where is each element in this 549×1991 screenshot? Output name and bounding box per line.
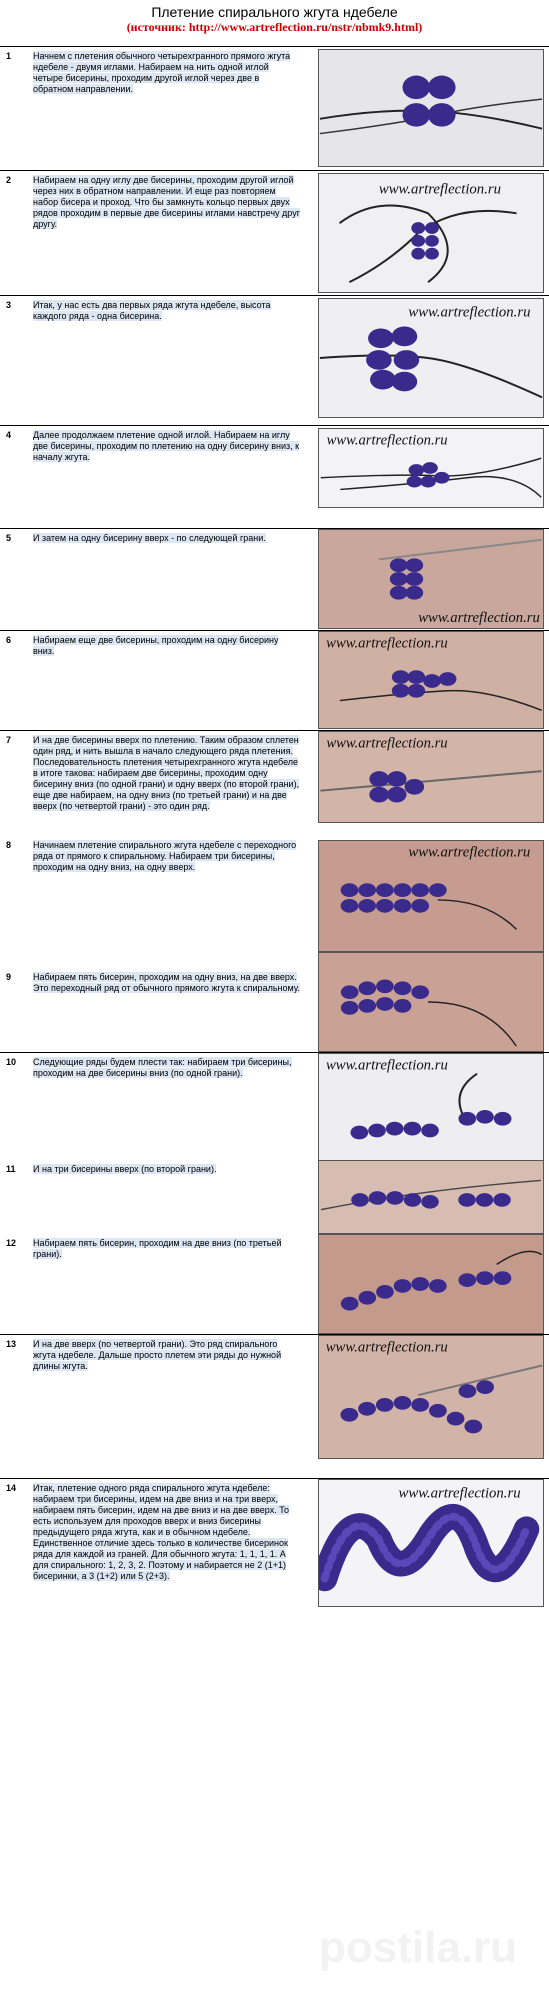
step-number: 10 [6, 1057, 17, 1067]
step-number: 2 [6, 175, 12, 185]
step-row [0, 630, 549, 731]
watermark: www.artreflection.ru [418, 610, 540, 627]
step-photo [318, 1335, 544, 1459]
step-text: И затем на одну бисерину вверх - по следующей грани. [33, 533, 266, 543]
step-number: 4 [6, 430, 12, 440]
step-text: Начинаем плетение спирального жгута ндебеле с переходного ряда от прямого к спиральному. Набираем три бисерины, проходим на одну вниз, на одну вверх. [33, 840, 297, 872]
step-photo [318, 298, 544, 418]
step-row [0, 730, 549, 841]
step-text: Далее продолжаем плетение одной иглой. Набираем на иглу две бисерины, проходим по плетению на одну бисерину вниз, к началу жгута. [33, 430, 300, 462]
step-number: 3 [6, 300, 12, 310]
watermark: www.artreflection.ru [326, 432, 448, 449]
step-row [0, 1052, 549, 1161]
watermark: www.artreflection.ru [325, 1057, 448, 1074]
step-photo [318, 1234, 544, 1334]
watermark: www.artreflection.ru [408, 844, 531, 861]
watermark: www.artreflection.ru [378, 181, 501, 198]
watermark: www.artreflection.ru [408, 304, 531, 321]
step-number: 13 [6, 1339, 17, 1349]
step-text: И на три бисерины вверх (по второй грани). [33, 1164, 217, 1174]
step-photo [318, 631, 544, 729]
page-title: Плетение спирального жгута ндебеле [151, 4, 398, 20]
postila-logo[interactable] [319, 1916, 539, 1976]
step-photo [318, 529, 544, 629]
step-photo [318, 1160, 544, 1234]
step-row [0, 1160, 549, 1234]
step-number: 11 [6, 1164, 16, 1174]
step-number: 6 [6, 635, 12, 645]
watermark: www.artreflection.ru [325, 1339, 448, 1356]
step-text: Набираем пять бисерин, проходим на одну вниз, на две вверх. Это переходный ряд от обычного прямого жгута к спиральному. [33, 972, 300, 993]
step-text: Начнем с плетения обычного четырехгранного прямого жгута ндебеле - двумя иглами. Набираем на нить одной иглой четыре бисерины, проходим другой иглой через две в обратном направлении. [33, 51, 291, 94]
step-photo [318, 731, 544, 823]
step-photo [318, 1053, 544, 1161]
watermark: www.artreflection.ru [326, 635, 448, 652]
step-number: 9 [6, 972, 12, 982]
step-row [0, 528, 549, 631]
step-text: И на две бисерины вверх по плетению. Таким образом сплетен один ряд, и нить вышла в начало следующего ряда плетения. Последовательность плетения четырехгранного жгута ндебеле в итоге такова: набираем две бисерины, проходим одну бисерину вниз (по одной грани) и одну вверх (по второй грани), еще две набираем, на одну вниз (по третьей грани) и на две вверх (по четвертой грани) - это один ряд. [33, 735, 300, 811]
step-row [0, 1234, 549, 1334]
step-number: 1 [6, 51, 12, 61]
step-text: Итак, плетение одного ряда спирального жгута ндебеле: набираем три бисерины, идем на две вниз и на три вверх, набираем пять бисерин, идем на две вниз и на две вверх. То есть используем для проходов вверх и вниз бисерины предыдущего ряда жгута, как и в обычном ндебеле. Единственное отличие здесь только в количестве бисеринок ряда для каждой из граней. Для обычного жгута: 1, 1, 1, 1. А для спирального: 1, 2, 3, 2. Поэтому и набирается не 2 (1+1) бисеринки, а 3 (1+2) или 5 (2+3). [33, 1483, 290, 1581]
step-row [0, 170, 549, 296]
step-number: 12 [6, 1238, 17, 1248]
step-text: Набираем еще две бисерины, проходим на одну бисерину вниз. [33, 635, 279, 656]
source-link[interactable]: (источник: http://www.artreflection.ru/nstr/nbmk9.html) [126, 20, 423, 34]
step-photo [318, 428, 544, 508]
step-photo [318, 49, 544, 167]
step-number: 14 [6, 1483, 17, 1493]
step-row [0, 46, 549, 171]
step-number: 8 [6, 840, 12, 850]
step-row [0, 1334, 549, 1479]
watermark: www.artreflection.ru [398, 1485, 521, 1502]
step-photo [318, 952, 544, 1052]
watermark: www.artreflection.ru [326, 735, 448, 752]
step-text: И на две вверх (по четвертой грани). Это ряд спирального жгута ндебеле. Дальше просто плетем эти ряды до нужной длины жгута. [33, 1339, 282, 1371]
step-text: Набираем пять бисерин, проходим на две вниз (по третьей грани). [33, 1238, 282, 1259]
step-photo [318, 840, 544, 952]
step-row [0, 295, 549, 426]
step-text: Набираем на одну иглу две бисерины, проходим другой иглой через них в обратном направлении. И еще раз повторяем набор бисера и проход. Что бы замкнуть кольцо первых двух рядов проходим в первые две бисерины иглами навстречу друг другу. [33, 175, 300, 229]
step-number: 7 [6, 735, 12, 745]
step-text: Итак, у нас есть два первых ряда жгута ндебеле, высота каждого ряда - одна бисерина. [33, 300, 271, 321]
step-number: 5 [6, 533, 12, 543]
step-row [0, 1478, 549, 1613]
logo-text: postila.ru [319, 1923, 518, 1972]
step-row [0, 425, 549, 529]
step-row [0, 840, 549, 952]
step-photo [318, 1479, 544, 1607]
step-text: Следующие ряды будем плести так: набираем три бисерины, проходим на две бисерины вниз (по одной грани). [33, 1057, 292, 1078]
step-photo [318, 173, 544, 293]
step-row [0, 952, 549, 1052]
